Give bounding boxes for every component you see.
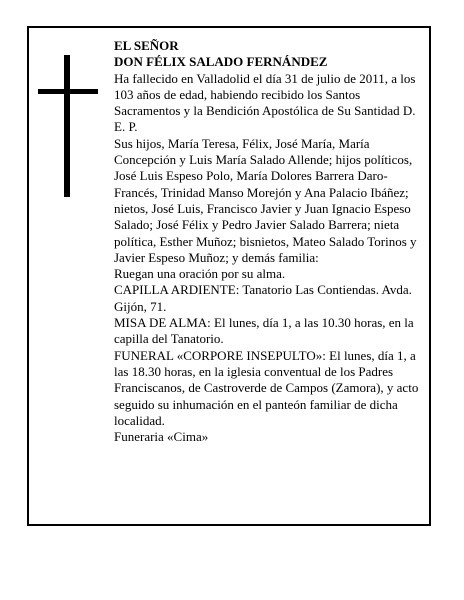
deceased-name: DON FÉLIX SALADO FERNÁNDEZ [114,54,328,70]
latin-cross-icon [38,55,98,197]
cross-horizontal-bar [38,89,98,94]
cross-vertical-bar [64,55,70,197]
family-paragraph: Sus hijos, María Teresa, Félix, José María, María Concepción y Luis María Salado Allende; hijos políticos, José Luis Espeso Polo, María Dolores Barrera Daro-Francés, Trinidad Manso Morejón y Ana Palacio Ibáñez; nietos, José Luis, Francisco Javier y Juan Ignacio Espeso Salado; José Félix y Pedro Javier Salado Barrera; nieta política, Esther Muñoz; bisnietos, Mateo Salado Torinos y Javier Espeso Muñoz; y demás familia: [114,135,417,265]
title-line-1: EL SEÑOR [114,38,179,53]
funeral-info: FUNERAL «CORPORE INSEPULTO»: El lunes, día 1, a las 18.30 horas, en la iglesia conventual de los Padres Franciscanos, de Castroverde de Campos (Zamora), y acto seguido su inhumación en el panteón familiar de dicha localidad. [114,347,419,428]
chapel-info: CAPILLA ARDIENTE: Tanatorio Las Contiendas. Avda. Gijón, 71. [114,282,412,314]
funeral-home: Funeraria «Cima» [114,429,209,445]
obituary-text [114,38,426,445]
death-info-paragraph: Ha fallecido en Valladolid el día 31 de julio de 2011, a los 103 años de edad, habiendo recibido los Santos Sacramentos y la Bendición Apostólica de Su Santidad D. E. P. [114,70,416,135]
mass-info: MISA DE ALMA: El lunes, día 1, a las 10.30 horas, en la capilla del Tanatorio. [114,315,414,347]
prayer-request: Ruegan una oración por su alma. [114,266,286,282]
